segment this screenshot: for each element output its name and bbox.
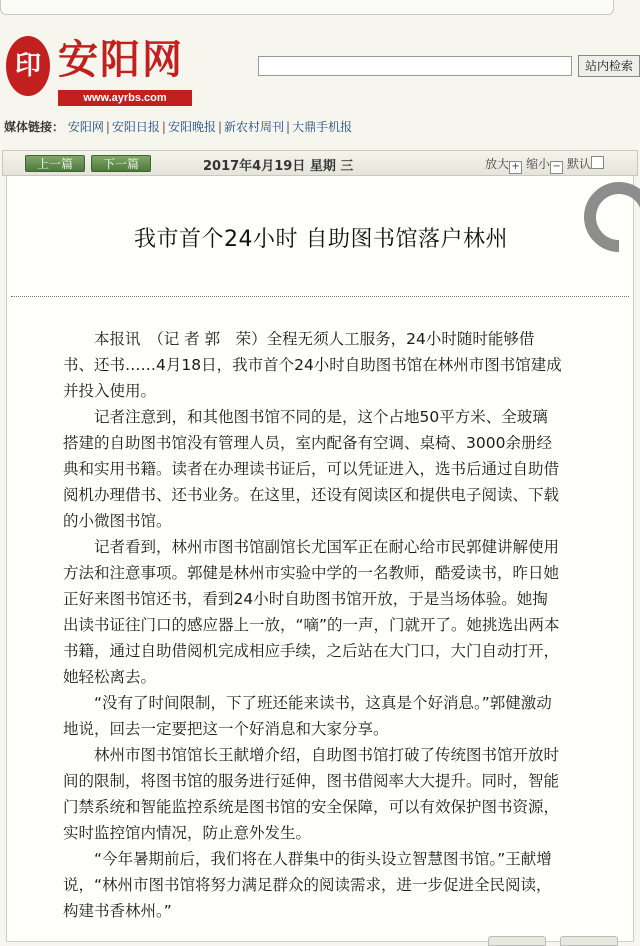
article-paragraph: 记者注意到，和其他图书馆不同的是，这个占地50平方米、全玻璃搭建的自助图书馆没有管理人员，室内配备有空调、桌椅、3000余册经典和实用书籍。读者在办理读书证后，可以凭证进入，选书后通过自助借阅机办理借书、还书业务。在这里，还设有阅读区和提供电子阅读、下载的小微图书馆。 bbox=[63, 408, 560, 530]
browser-top-bar bbox=[0, 0, 614, 15]
link-separator: | bbox=[217, 120, 223, 134]
logo-seal-glyph: 印 bbox=[14, 51, 41, 81]
zoom-in-label[interactable]: 放大 bbox=[485, 157, 510, 171]
article-title: 我市首个24小时 自助图书馆落户林州 bbox=[134, 227, 508, 252]
zoom-default-label[interactable]: 默认 bbox=[567, 157, 592, 171]
search-input[interactable] bbox=[258, 56, 572, 76]
logo-text: 安阳网 bbox=[58, 36, 184, 83]
media-link-anyang-net[interactable]: 安阳网 bbox=[67, 120, 104, 134]
site-logo[interactable] bbox=[6, 34, 192, 102]
bottom-tab[interactable] bbox=[560, 936, 618, 946]
zoom-controls bbox=[485, 155, 608, 174]
article-navbar bbox=[2, 150, 638, 176]
link-separator: | bbox=[161, 120, 166, 134]
next-article-button[interactable]: 下一篇 bbox=[91, 155, 151, 172]
link-separator: | bbox=[105, 120, 110, 134]
media-link-dading-mobile[interactable]: 大鼎手机报 bbox=[292, 120, 353, 134]
zoom-out-label[interactable]: 缩小 bbox=[526, 157, 551, 171]
media-link-anyang-daily[interactable]: 安阳日报 bbox=[111, 120, 160, 134]
link-separator: | bbox=[286, 120, 291, 134]
issue-date: 2017年4月19日 星期 三 bbox=[203, 159, 354, 174]
reset-icon[interactable] bbox=[591, 156, 604, 169]
article-paragraph: “今年暑期前后，我们将在人群集中的街头设立智慧图书馆。”王献增说，“林州市图书馆将努力满足群众的阅读需求，进一步促进全民阅读，构建书香林州。” bbox=[63, 850, 552, 920]
article-paragraph: 记者看到，林州市图书馆副馆长尤国军正在耐心给市民郭健讲解使用方法和注意事项。郭健是林州市实验中学的一名教师，酷爱读书，昨日她正好来图书馆还书，看到24小时自助图书馆开放，于是当场体验。她掏出读书证往门口的感应器上一放，“嘀”的一声，门就开了。她挑选出两本书籍，通过自助借阅机完成相应手续，之后站在大门口，大门自动打开，她轻松离去。 bbox=[63, 538, 560, 686]
article-body bbox=[63, 326, 563, 924]
media-links bbox=[4, 118, 352, 135]
media-link-new-village-weekly[interactable]: 新农村周刊 bbox=[224, 120, 285, 134]
media-links-label: 媒体链接： bbox=[4, 120, 65, 134]
prev-article-button[interactable]: 上一篇 bbox=[25, 155, 85, 172]
logo-url: www.ayrbs.com bbox=[58, 90, 192, 106]
bottom-tab[interactable] bbox=[488, 936, 546, 946]
article-paragraph: 林州市图书馆馆长王献增介绍，自助图书馆打破了传统图书馆开放时间的限制，将图书馆的服务进行延伸，图书借阅率大大提升。同时，智能门禁系统和智能监控系统是图书馆的安全保障，可以有效保护图书资源，实时监控馆内情况，防止意外发生。 bbox=[63, 746, 560, 842]
logo-seal-icon bbox=[6, 36, 50, 96]
minus-icon[interactable]: − bbox=[550, 161, 563, 174]
article-paragraph: “没有了时间限制，下了班还能来读书，这真是个好消息。”郭健激动地说，回去一定要把这一个好消息和大家分享。 bbox=[63, 694, 552, 738]
site-header bbox=[0, 24, 640, 114]
title-divider bbox=[11, 296, 629, 297]
article-panel bbox=[6, 176, 634, 942]
media-link-anyang-evening[interactable]: 安阳晚报 bbox=[167, 120, 216, 134]
search-button[interactable]: 站内检索 bbox=[578, 55, 640, 77]
article-paragraph: 本报讯 （记 者 郭 荣）全程无须人工服务，24小时随时能够借书、还书……4月18日，我市首个24小时自助图书馆在林州市图书馆建成并投入使用。 bbox=[63, 330, 562, 400]
plus-icon[interactable]: + bbox=[509, 161, 522, 174]
